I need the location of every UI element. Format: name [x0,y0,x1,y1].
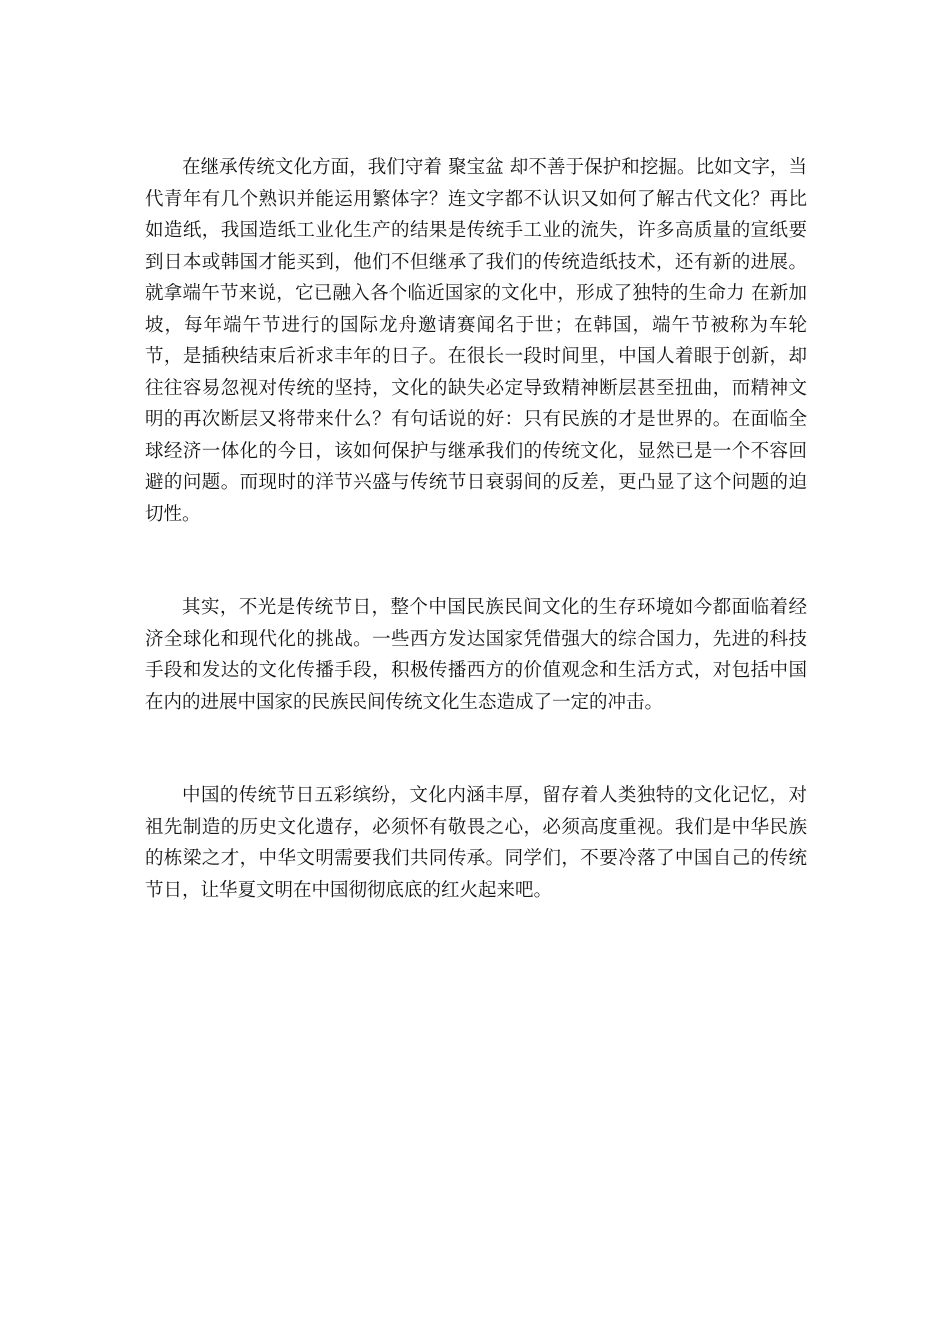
paragraph-1: 在继承传统文化方面，我们守着 聚宝盆 却不善于保护和挖掘。比如文字，当代青年有几个熟识并能运用繁体字？连文字都不认识又如何了解古代文化？再比如造纸，我国造纸工业化生产的结果是传统手工业的流失，许多高质量的宣纸要到日本或韩国才能买到，他们不但继承了我们的传统造纸技术，还有新的进展。就拿端午节来说，它已融入各个临近国家的文化中，形成了独特的生命力 在新加坡，每年端午节进行的国际龙舟邀请赛闻名于世；在韩国，端午节被称为车轮节，是插秧结束后祈求丰年的日子。在很长一段时间里，中国人着眼于创新，却往往容易忽视对传统的坚持，文化的缺失必定导致精神断层甚至扭曲，而精神文明的再次断层又将带来什么？有句话说的好：只有民族的才是世界的。在面临全球经济一体化的今日，该如何保护与继承我们的传统文化，显然已是一个不容回避的问题。而现时的洋节兴盛与传统节日衰弱间的反差，更凸显了这个问题的迫切性。 [145,157,807,525]
paragraph-2: 其实，不光是传统节日，整个中国民族民间文化的生存环境如今都面临着经济全球化和现代化的挑战。一些西方发达国家凭借强大的综合国力，先进的科技手段和发达的文化传播手段，积极传播西方的价值观念和生活方式，对包括中国在内的进展中国家的民族民间传统文化生态造成了一定的冲击。 [145,597,807,713]
document-body [145,152,807,906]
paragraph-3: 中国的传统节日五彩缤纷，文化内涵丰厚，留存着人类独特的文化记忆，对祖先制造的历史文化遗存，必须怀有敬畏之心，必须高度重视。我们是中华民族的栋梁之才，中华文明需要我们共同传承。同学们，不要冷落了中国自己的传统节日，让华夏文明在中国彻彻底底的红火起来吧。 [145,785,807,901]
